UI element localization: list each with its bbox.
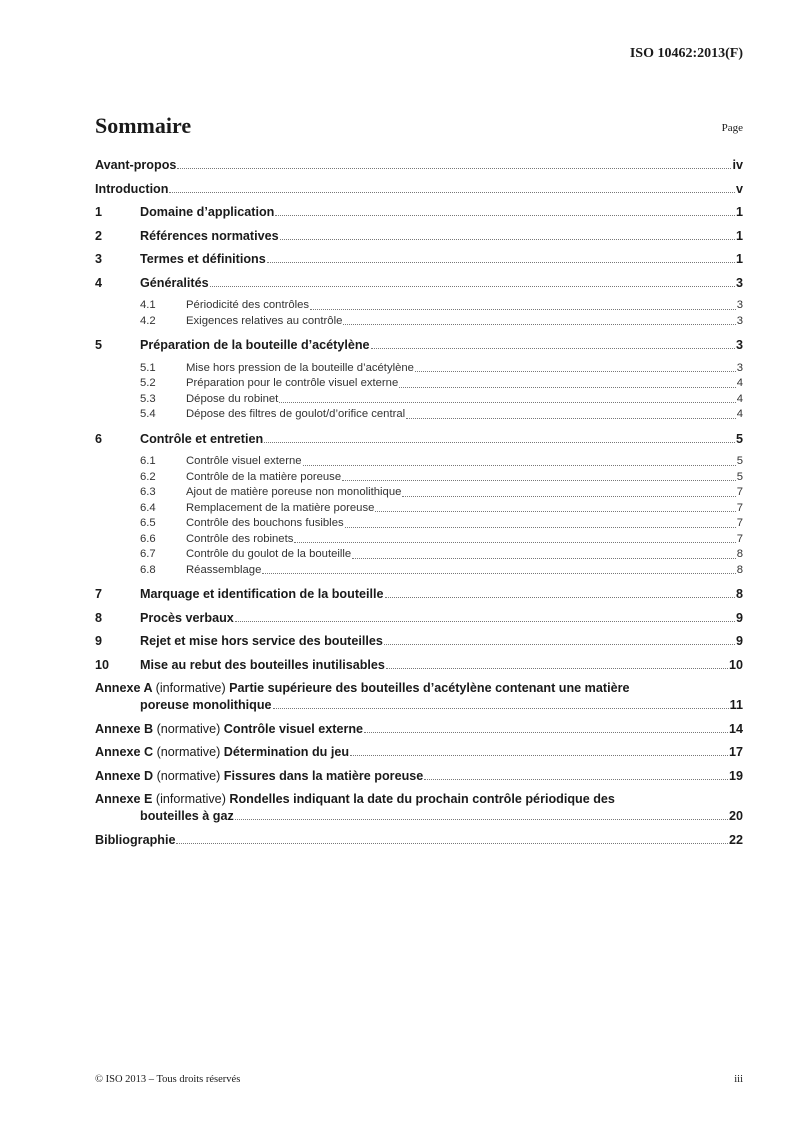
toc-entry[interactable] <box>95 470 743 486</box>
annex-kind: (informative) <box>155 681 226 695</box>
section-number: 9 <box>95 634 103 648</box>
page-number: 8 <box>735 587 743 601</box>
toc-entry[interactable] <box>95 181 743 197</box>
section-number: 8 <box>95 610 103 625</box>
page-number: 1 <box>735 205 743 219</box>
dot-leader <box>371 348 735 349</box>
toc-entry[interactable] <box>95 337 743 353</box>
section-title: Réassemblage <box>186 563 262 576</box>
toc-entry-annex[interactable] <box>95 791 743 824</box>
annex-label: Annexe C <box>95 745 154 759</box>
page-number: 17 <box>728 745 743 759</box>
toc-entry[interactable] <box>95 586 743 602</box>
dot-leader <box>352 558 736 559</box>
annex-label: Annexe E <box>95 792 153 806</box>
dot-leader <box>235 819 728 820</box>
footer-page-number: iii <box>734 1074 743 1085</box>
toc-entry[interactable] <box>95 516 743 532</box>
section-number: 4.2 <box>140 314 156 327</box>
page-number: 3 <box>735 338 743 352</box>
section-title: Mise hors pression de la bouteille d’acétylène <box>186 361 414 374</box>
page-number: 1 <box>735 228 743 243</box>
toc-entry-annex[interactable] <box>95 744 743 760</box>
footer-copyright: © ISO 2013 – Tous droits réservés <box>95 1074 241 1085</box>
annex-title: Contrôle visuel externe <box>223 721 364 736</box>
section-title: Avant-propos <box>95 158 177 172</box>
page-number: 7 <box>736 517 743 529</box>
annex-kind: (normative) <box>156 745 221 759</box>
annex-heading <box>95 768 423 784</box>
section-title: Dépose du robinet <box>186 392 279 405</box>
section-title: Contrôle de la matière poreuse <box>186 470 342 483</box>
page-number: 4 <box>736 392 743 405</box>
toc-entry[interactable] <box>95 361 743 377</box>
toc-entry[interactable] <box>95 547 743 563</box>
page-number: 14 <box>728 721 743 736</box>
toc-entry[interactable] <box>95 204 743 220</box>
page-number: 9 <box>735 634 743 648</box>
section-title: Bibliographie <box>95 832 176 847</box>
dot-leader <box>402 496 735 497</box>
section-number: 7 <box>95 587 103 601</box>
annex-label: Annexe B <box>95 721 154 736</box>
toc-entry[interactable] <box>95 251 743 267</box>
toc-entry[interactable] <box>95 431 743 447</box>
page-number: 3 <box>736 299 743 311</box>
toc-annex-line <box>95 697 743 713</box>
page-number: 22 <box>728 832 743 847</box>
section-number: 6.8 <box>140 563 156 576</box>
annex-title-cont: poreuse monolithique <box>140 698 272 712</box>
annex-title: Rondelles indiquant la date du prochain contrôle périodique des <box>229 792 615 806</box>
dot-leader <box>406 418 736 419</box>
dot-leader <box>415 371 736 372</box>
section-number: 3 <box>95 252 103 266</box>
section-title: Procès verbaux <box>140 610 234 625</box>
section-title: Généralités <box>140 275 209 290</box>
page-number: 5 <box>736 470 743 483</box>
section-number: 5 <box>95 338 103 352</box>
section-title: Contrôle visuel externe <box>186 455 302 467</box>
toc-annex-line <box>95 680 743 697</box>
page-number: 10 <box>728 657 743 672</box>
toc-entry[interactable] <box>95 485 743 501</box>
toc-entry[interactable] <box>95 228 743 244</box>
dot-leader <box>343 324 735 325</box>
page-number: 19 <box>728 768 743 783</box>
section-number: 6.3 <box>140 486 156 498</box>
toc-entry[interactable] <box>95 392 743 408</box>
dot-leader <box>210 286 735 287</box>
toc-entry[interactable] <box>95 454 743 470</box>
toc-entry[interactable] <box>95 376 743 392</box>
dot-leader <box>424 779 728 780</box>
toc-entry[interactable] <box>95 610 743 626</box>
page-number: 11 <box>729 698 743 712</box>
page-number: 7 <box>736 501 743 514</box>
toc-entry[interactable] <box>95 633 743 649</box>
toc-annex-line <box>95 808 743 824</box>
toc-entry[interactable] <box>95 832 743 848</box>
section-number: 6.2 <box>140 470 156 483</box>
dot-leader <box>384 644 735 645</box>
page-number: 4 <box>736 408 743 420</box>
section-number: 5.4 <box>140 408 156 420</box>
section-title: Ajout de matière poreuse non monolithique <box>186 486 402 498</box>
section-title: Domaine d’application <box>140 205 275 219</box>
toc-annex-line <box>95 721 743 737</box>
page-number: 1 <box>735 252 743 266</box>
section-number: 5.1 <box>140 361 156 374</box>
annex-label: Annexe D <box>95 768 154 783</box>
section-number: 5.3 <box>140 392 156 405</box>
dot-leader <box>169 192 735 193</box>
section-number: 4.1 <box>140 299 156 311</box>
toc-entry[interactable] <box>95 275 743 291</box>
annex-kind: (normative) <box>156 721 221 736</box>
section-title: Préparation pour le contrôle visuel externe <box>186 377 399 389</box>
section-title: Rejet et mise hors service des bouteilles <box>140 634 383 648</box>
toc-annex-line <box>95 768 743 784</box>
dot-leader <box>177 168 731 169</box>
page-number: 20 <box>728 809 743 823</box>
table-of-contents <box>95 157 743 855</box>
section-title: Dépose des filtres de goulot/d’orifice central <box>186 408 406 420</box>
document-id: ISO 10462:2013(F) <box>629 46 743 61</box>
dot-leader <box>275 215 735 216</box>
dot-leader <box>176 843 728 844</box>
section-number: 6.6 <box>140 532 156 545</box>
toc-entry-annex[interactable] <box>95 680 743 713</box>
annex-heading <box>95 744 349 760</box>
page-number: iv <box>732 158 743 172</box>
section-number: 6.7 <box>140 548 156 560</box>
toc-entry[interactable] <box>95 563 743 579</box>
annex-kind: (normative) <box>156 768 221 783</box>
dot-leader <box>310 309 736 310</box>
page-number: 5 <box>736 455 743 467</box>
page-number: 9 <box>735 610 743 625</box>
dot-leader <box>350 755 728 756</box>
page-number: 8 <box>736 548 743 560</box>
page-number: 5 <box>735 431 743 446</box>
toc-entry[interactable] <box>95 314 743 330</box>
annex-title: Partie supérieure des bouteilles d’acétylène contenant une matière <box>229 681 630 695</box>
section-title: Mise au rebut des bouteilles inutilisables <box>140 657 385 672</box>
page-number: 3 <box>736 361 743 374</box>
dot-leader <box>273 708 729 709</box>
section-number: 6.1 <box>140 455 156 467</box>
dot-leader <box>235 621 735 622</box>
annex-title: Fissures dans la matière poreuse <box>223 768 424 783</box>
dot-leader <box>303 465 736 466</box>
dot-leader <box>264 442 735 443</box>
section-title: Préparation de la bouteille d’acétylène <box>140 338 370 352</box>
section-number: 6.5 <box>140 517 156 529</box>
section-number: 5.2 <box>140 377 156 389</box>
toc-entry[interactable] <box>95 157 743 173</box>
section-title: Termes et définitions <box>140 252 266 266</box>
dot-leader <box>294 542 735 543</box>
dot-leader <box>345 527 736 528</box>
section-title: Introduction <box>95 181 169 196</box>
page-number: v <box>735 181 743 196</box>
dot-leader <box>267 262 735 263</box>
dot-leader <box>385 597 735 598</box>
section-title: Périodicité des contrôles <box>186 299 310 311</box>
dot-leader <box>364 732 728 733</box>
section-number: 10 <box>95 657 110 672</box>
dot-leader <box>262 573 735 574</box>
section-title: Contrôle du goulot de la bouteille <box>186 548 352 560</box>
section-title: Contrôle des robinets <box>186 532 294 545</box>
dot-leader <box>386 668 728 669</box>
dot-leader <box>375 511 735 512</box>
section-title: Exigences relatives au contrôle <box>186 314 343 327</box>
section-title: Contrôle et entretien <box>140 431 264 446</box>
section-number: 4 <box>95 275 103 290</box>
annex-title: Détermination du jeu <box>223 745 350 759</box>
toc-annex-line <box>95 791 743 808</box>
toc-entry[interactable] <box>95 298 743 314</box>
toc-entry[interactable] <box>95 532 743 548</box>
toc-entry[interactable] <box>95 657 743 673</box>
page-number: 7 <box>736 486 743 498</box>
page-number: 4 <box>736 377 743 389</box>
section-number: 1 <box>95 205 103 219</box>
page-number: 7 <box>736 532 743 545</box>
section-title: Marquage et identification de la bouteille <box>140 587 384 601</box>
annex-kind: (informative) <box>155 792 226 806</box>
annex-title-cont: bouteilles à gaz <box>140 809 234 823</box>
annex-heading <box>95 721 363 737</box>
section-title: Références normatives <box>140 228 279 243</box>
toc-entry[interactable] <box>95 407 743 423</box>
section-title: Contrôle des bouchons fusibles <box>186 517 344 529</box>
dot-leader <box>279 402 735 403</box>
page-column-label: Page <box>721 122 743 134</box>
toc-entry-annex[interactable] <box>95 768 743 784</box>
toc-entry-annex[interactable] <box>95 721 743 737</box>
section-number: 6.4 <box>140 501 156 514</box>
toc-annex-line <box>95 744 743 760</box>
dot-leader <box>280 239 735 240</box>
page-number: 8 <box>736 563 743 576</box>
dot-leader <box>342 480 736 481</box>
page-title: Sommaire <box>95 113 192 138</box>
section-title: Remplacement de la matière poreuse <box>186 501 375 514</box>
section-number: 6 <box>95 431 103 446</box>
page-number: 3 <box>736 314 743 327</box>
section-number: 2 <box>95 228 103 243</box>
annex-label: Annexe A <box>95 681 153 695</box>
toc-entry[interactable] <box>95 501 743 517</box>
dot-leader <box>399 387 735 388</box>
page-number: 3 <box>735 275 743 290</box>
